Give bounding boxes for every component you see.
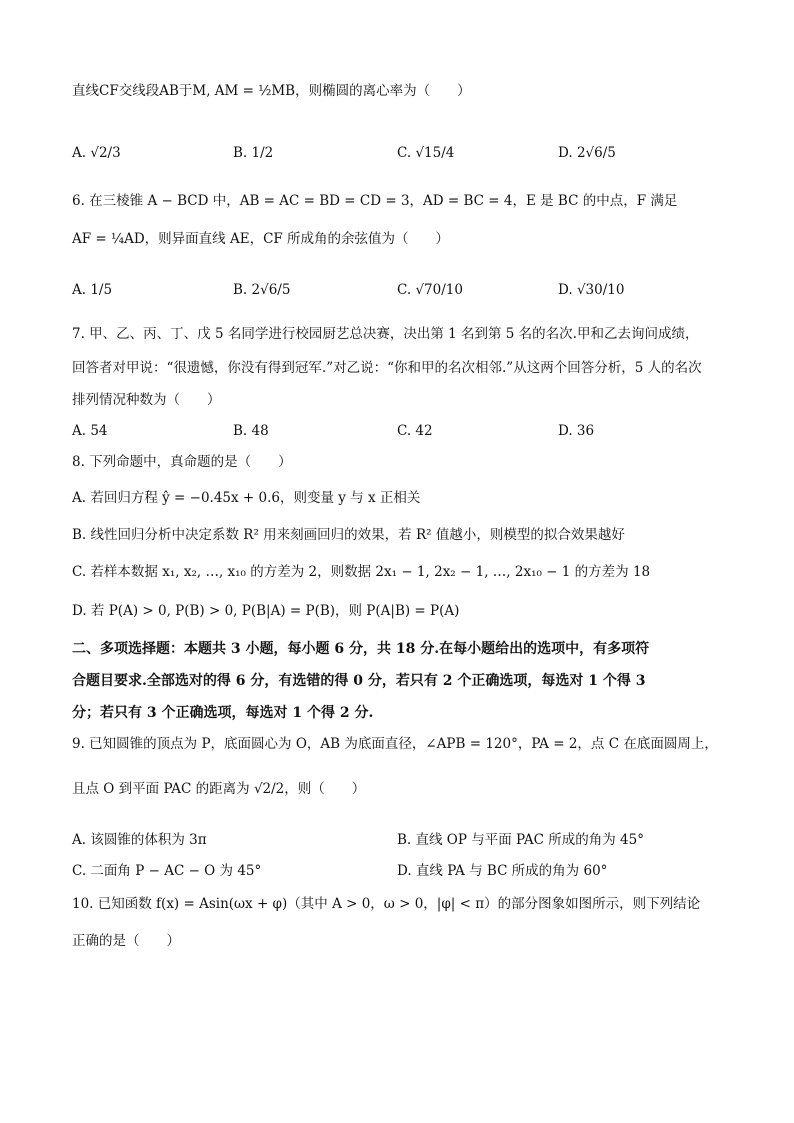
q7-option-c: C. 42 xyxy=(397,423,433,439)
q5-option-b: B. 1/2 xyxy=(233,145,274,161)
q5-option-c: C. √15/4 xyxy=(397,145,455,161)
q8-option-d: D. 若 P(A) > 0, P(B) > 0, P(B|A) = P(B)，则 P(A|B) = P(A) xyxy=(72,603,460,619)
q5-option-a: A. √2/3 xyxy=(72,145,121,161)
q6-option-a: A. 1/5 xyxy=(72,282,113,298)
q9-option-a: A. 该圆锥的体积为 3π xyxy=(72,832,207,848)
section2-line1: 二、多项选择题：本题共 3 小题，每小题 6 分，共 18 分.在每小题给出的选项中，有多项符 xyxy=(72,641,650,657)
q5-stem xyxy=(72,82,471,100)
q5-stem-text: 直线CF交线段AB于M, AM = ½MB，则椭圆的离心率为（ ） xyxy=(72,83,471,99)
q6-option-b: B. 2√6/5 xyxy=(233,282,291,298)
section2-line3: 分；若只有 3 个正确选项，每选对 1 个得 2 分. xyxy=(72,705,374,721)
q6-option-d: D. √30/10 xyxy=(558,282,625,298)
section2-line2: 合题目要求.全部选对的得 6 分，有选错的得 0 分，若只有 2 个正确选项，每选对 1 个得 3 xyxy=(72,673,646,689)
q7-line1: 7. 甲、乙、丙、丁、戊 5 名同学进行校园厨艺总决赛，决出第 1 名到第 5 名的名次.甲和乙去询问成绩， xyxy=(72,326,699,342)
q5-option-d: D. 2√6/5 xyxy=(558,145,616,161)
q9-line1: 9. 已知圆锥的顶点为 P，底面圆心为 O，AB 为底面直径，∠APB = 120°，PA = 2，点 C 在底面圆周上， xyxy=(72,736,718,752)
q9-option-c: C. 二面角 P − AC − O 为 45° xyxy=(72,863,262,879)
q8-option-b: B. 线性回归分析中决定系数 R² 用来刻画回归的效果，若 R² 值越小，则模型的拟合效果越好 xyxy=(72,527,625,543)
q10-line2: 正确的是（ ） xyxy=(72,933,180,949)
q7-option-d: D. 36 xyxy=(558,423,595,439)
q10-line1: 10. 已知函数 f(x) = Asin(ωx + φ)（其中 A > 0，ω > 0，|φ| < π）的部分图象如图所示，则下列结论 xyxy=(72,896,701,912)
q6-option-c: C. √70/10 xyxy=(397,282,463,298)
q8-stem: 8. 下列命题中，真命题的是（ ） xyxy=(72,454,292,470)
q7-option-b: B. 48 xyxy=(233,423,269,439)
q7-option-a: A. 54 xyxy=(72,423,108,439)
q9-option-d: D. 直线 PA 与 BC 所成的角为 60° xyxy=(397,863,608,879)
q8-option-a: A. 若回归方程 ŷ = −0.45x + 0.6，则变量 y 与 x 正相关 xyxy=(72,490,421,506)
q8-option-c: C. 若样本数据 x₁, x₂, …, x₁₀ 的方差为 2，则数据 2x₁ − 1, 2x₂ − 1, …, 2x₁₀ − 1 的方差为 18 xyxy=(72,564,651,580)
q6-stem-line1: 6. 在三棱锥 A − BCD 中，AB = AC = BD = CD = 3，AD = BC = 4，E 是 BC 的中点，F 满足 xyxy=(72,193,678,209)
q9-option-b: B. 直线 OP 与平面 PAC 所成的角为 45° xyxy=(397,832,644,848)
q6-stem-line2: AF = ¼AD，则异面直线 AE，CF 所成角的余弦值为（ ） xyxy=(72,231,450,247)
q7-line3: 排列情况种数为（ ） xyxy=(72,392,221,408)
q7-line2: 回答者对甲说：“很遗憾，你没有得到冠军.”对乙说：“你和甲的名次相邻.”从这两个回答分析，5 人的名次 xyxy=(72,360,702,376)
q9-line2: 且点 O 到平面 PAC 的距离为 √2/2，则（ ） xyxy=(72,781,366,797)
